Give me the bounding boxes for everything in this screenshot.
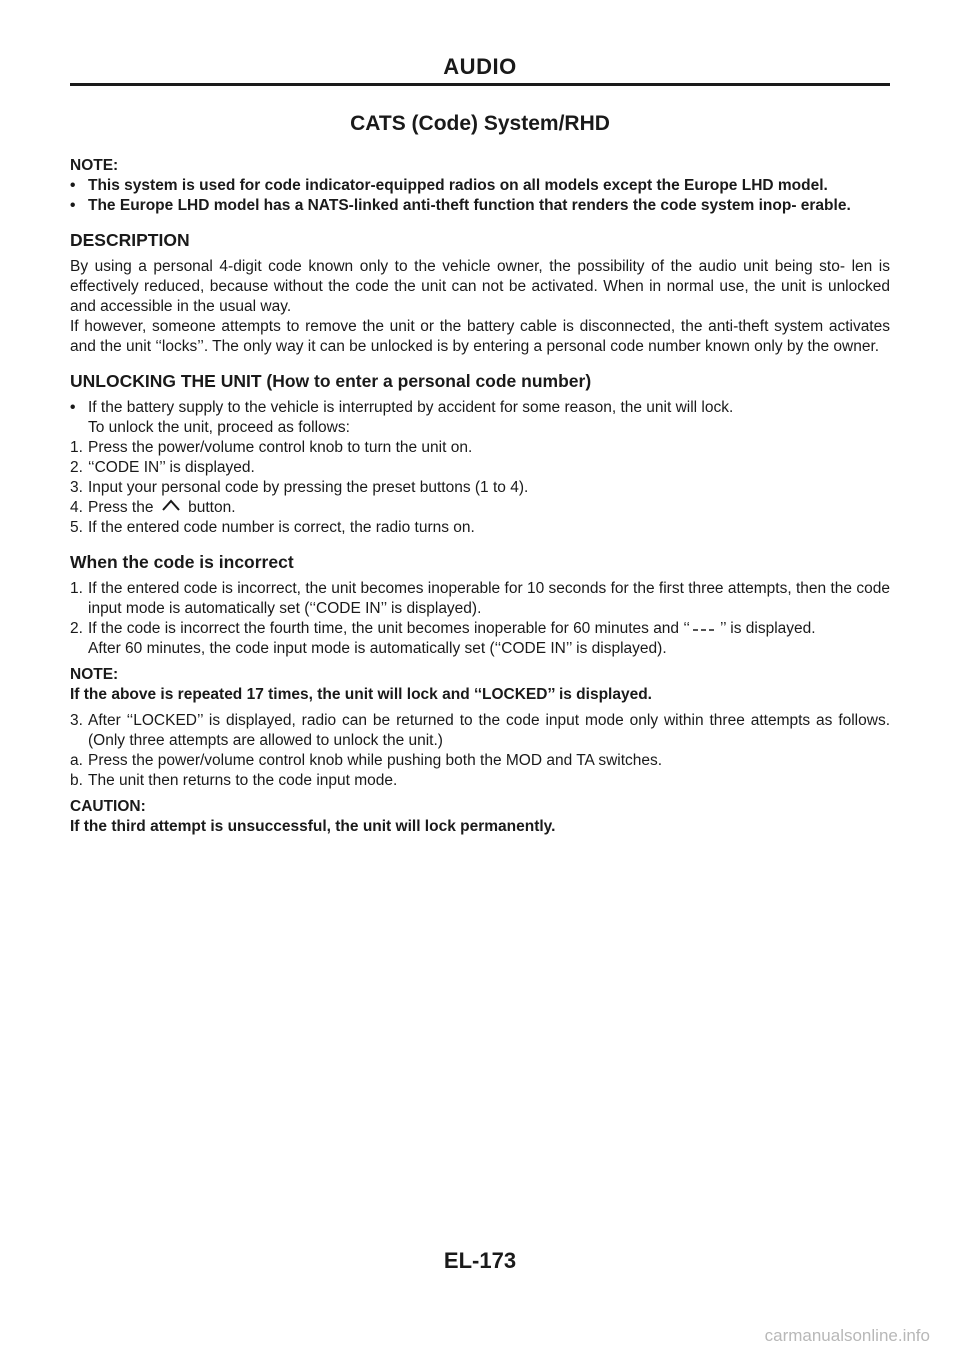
bullet-marker: • [70,399,76,416]
incorrect-step: 1. If the entered code is incorrect, the unit becomes inoperable for 10 seconds for the first three attempts, then the code input mode is automatically set (‘‘CODE IN’’ is displayed). [70,580,890,618]
unlock-step: 3. Input your personal code by pressing the preset buttons (1 to 4). [70,479,529,496]
bullet-marker: • [70,197,76,214]
description-paragraph: By using a personal 4-digit code known only to the vehicle owner, the possibility of the audio unit being sto- len is effectively reduced, because without the code the unit can not be activated. When in normal use, the unit is unlocked and accessible in the usual way. [70,258,890,315]
section-header: AUDIO [443,54,517,79]
watermark: carmanualsonline.info [764,1326,930,1345]
incorrect-heading: When the code is incorrect [70,552,294,573]
unlocking-bullet-text: If the battery supply to the vehicle is interrupted by accident for some reason, the unit will lock. [88,399,734,416]
page-title: CATS (Code) System/RHD [350,112,610,135]
unlock-step: 5. If the entered code number is correct, the radio turns on. [70,519,475,537]
incorrect-step: 3. After ‘‘LOCKED’’ is displayed, radio can be returned to the code input mode only within three attempts as follows. (Only three attempts are allowed to unlock the unit.) [70,712,890,750]
unlocking-intro: To unlock the unit, proceed as follows: [88,419,350,436]
dash-display-icon [690,619,720,639]
step2-pre: If the code is incorrect the fourth time, the unit becomes inoperable for 60 minutes and ‘‘ [88,620,690,638]
step4-post: button. [188,499,236,517]
note-bullet [70,196,890,216]
step2-line2: After 60 minutes, the code input mode is automatically set (‘‘CODE IN’’ is displayed). [88,640,667,658]
description-paragraph: If however, someone attempts to remove the unit or the battery cable is disconnected, the anti-theft system activates and the unit ‘‘locks’’. The only way it can be unlocked is by entering a personal code number known only by the owner. [70,318,890,355]
incorrect-step: a. Press the power/volume control knob while pushing both the MOD and TA switches. [70,752,663,770]
note2-text: If the above is repeated 17 times, the unit will lock and ‘‘LOCKED’’ is displayed. [70,686,652,704]
note-bullet-text: This system is used for code indicator-equipped radios on all models except the Europe LHD model. [88,177,828,194]
bullet-marker: • [70,177,76,194]
unlock-step: 1. Press the power/volume control knob to turn the unit on. [70,439,473,456]
caution-text: If the third attempt is unsuccessful, the unit will lock permanently. [70,818,556,836]
note2-label: NOTE: [70,666,119,684]
incorrect-step: b. The unit then returns to the code input mode. [70,772,398,790]
page-content [70,112,890,837]
unlock-step: 4. Press the button. [70,499,236,517]
step4-pre: Press the [88,499,154,517]
unlocking-bullet [70,398,890,418]
note-label: NOTE: [70,157,119,174]
note-bullet [70,176,890,196]
header-rule [70,83,890,86]
step2-post: ’’ is displayed. [719,620,816,638]
caution-label: CAUTION: [70,798,146,816]
up-chevron-icon [158,498,184,518]
unlocking-heading: UNLOCKING THE UNIT (How to enter a personal code number) [70,371,592,391]
description-heading: DESCRIPTION [70,230,190,250]
note-bullet-text: The Europe LHD model has a NATS-linked anti-theft function that renders the code system inop- erable. [88,197,851,214]
page-number: EL-173 [443,1248,517,1273]
unlock-step: 2. ‘‘CODE IN’’ is displayed. [70,459,255,476]
incorrect-step: 2. If the code is incorrect the fourth time, the unit becomes inoperable for 60 minutes and ‘‘ ’’ is displayed. After 60 minutes, the code input mode is automatically set (‘‘CODE IN’’ is displayed). [70,620,816,658]
